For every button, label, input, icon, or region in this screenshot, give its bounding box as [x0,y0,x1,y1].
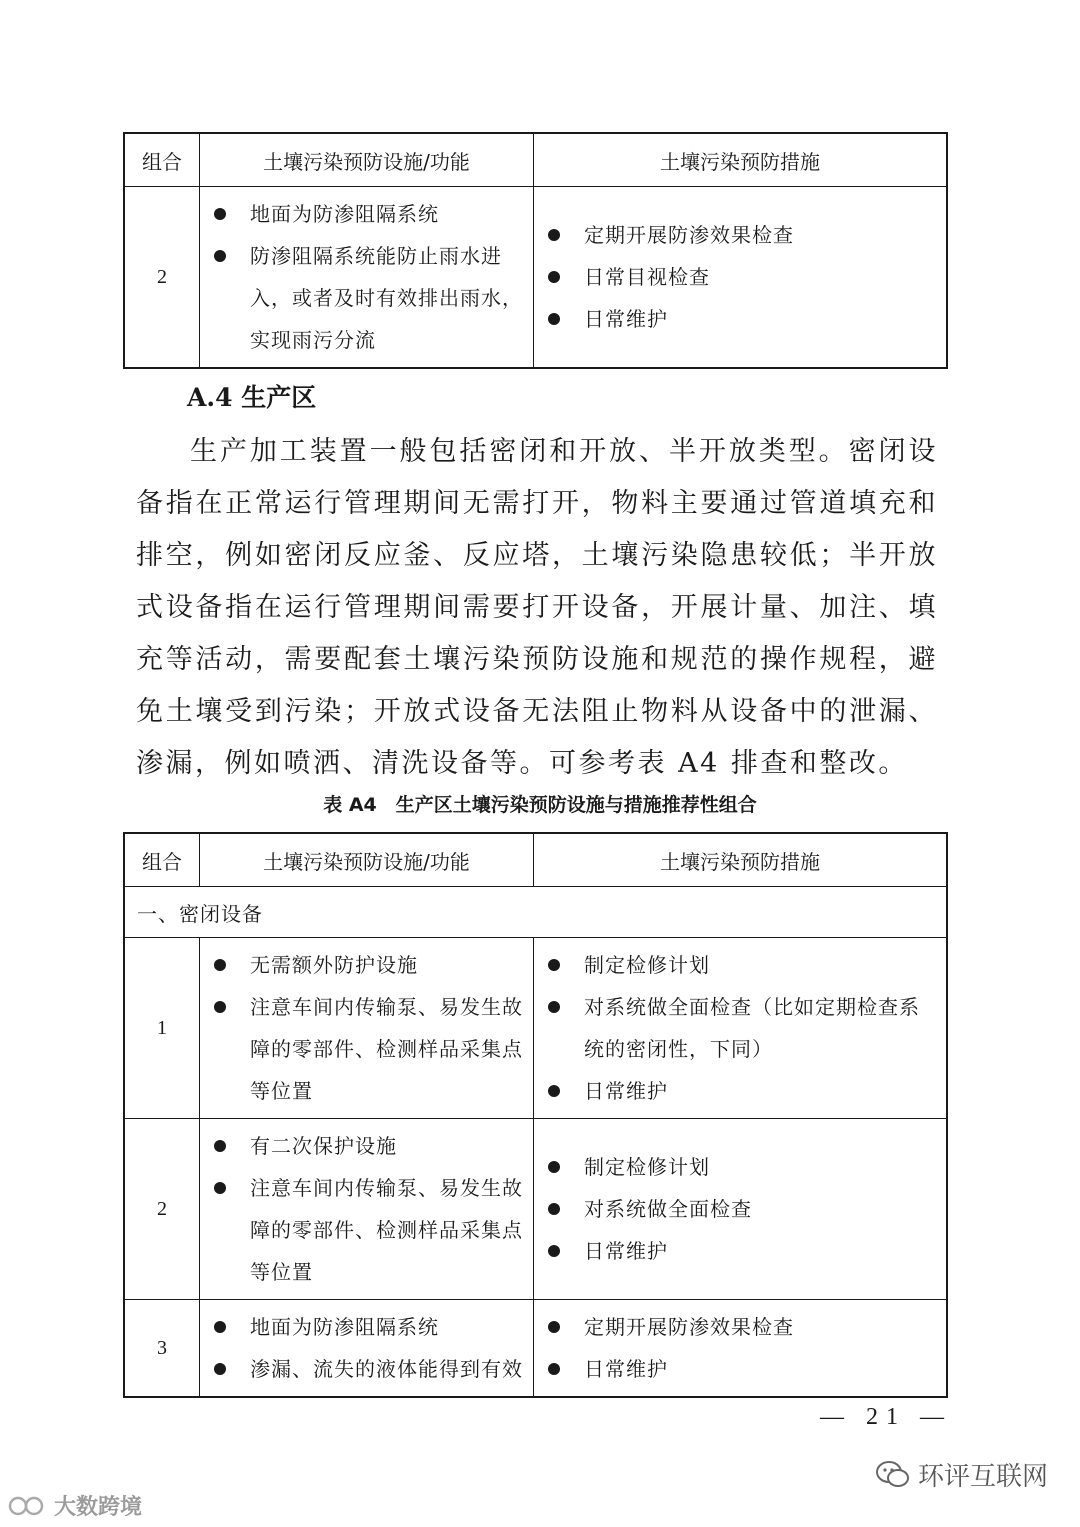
group-number: 3 [124,1300,200,1398]
table-header-row [124,133,947,187]
table-row [124,1119,947,1300]
header-group: 组合 [124,833,200,887]
measure-item: 日常维护 [548,1348,936,1390]
brand-logo-icon [8,1494,48,1518]
measure-item: 对系统做全面检查（比如定期检查系统的密闭性，下同） [548,986,936,1070]
facility-item: 无需额外防护设施 [214,944,523,986]
header-measures: 土壤污染预防措施 [534,833,948,887]
facility-item: 地面为防渗阻隔系统 [214,1306,523,1348]
measures-cell [534,1119,948,1300]
header-measures: 土壤污染预防措施 [534,133,948,187]
facilities-cell [200,1300,534,1398]
facility-item: 注意车间内传输泵、易发生故障的零部件、检测样品采集点等位置 [214,1167,523,1293]
section-paragraph: 生产加工装置一般包括密闭和开放、半开放类型。密闭设备指在正常运行管理期间无需打开，物料主要通过管道填充和排空，例如密闭反应釜、反应塔，土壤污染隐患较低；半开放式设备指在运行管理期间需要打开设备，开展计量、加注、填充等活动，需要配套土壤污染预防设施和规范的操作规程，避免土壤受到污染；开放式设备无法阻止物料从设备中的泄漏、渗漏，例如喷洒、清洗设备等。可参考表 A4 排查和整改。 [136,436,938,779]
measure-item: 制定检修计划 [548,944,936,986]
table-header-row [124,833,947,887]
table-section-row [124,887,947,938]
facilities-cell [200,938,534,1119]
measure-item: 日常维护 [548,1230,936,1272]
facility-item: 防渗阻隔系统能防止雨水进入，或者及时有效排出雨水，实现雨污分流 [214,235,523,361]
group-number: 2 [124,187,200,369]
measure-item: 日常维护 [548,298,936,340]
wechat-icon [876,1460,910,1490]
group-number: 1 [124,938,200,1119]
group-number: 2 [124,1119,200,1300]
facility-item: 渗漏、流失的液体能得到有效 [214,1348,523,1390]
watermark-right-text: 环评互联网 [917,1462,1048,1492]
table-caption: 表 A4 生产区土壤污染预防设施与措施推荐性组合 [323,794,757,816]
table-row [124,938,947,1119]
measures-cell [534,1300,948,1398]
measure-item: 制定检修计划 [548,1146,936,1188]
table-row [124,187,947,369]
facilities-cell [200,187,534,369]
facility-item: 有二次保护设施 [214,1125,523,1167]
header-group: 组合 [124,133,200,187]
measure-item: 日常目视检查 [548,256,936,298]
measures-cell [534,187,948,369]
facilities-cell [200,1119,534,1300]
measures-cell [534,938,948,1119]
page-number: — 21 — [820,1404,952,1430]
table-a4 [123,832,948,1398]
header-facilities: 土壤污染预防设施/功能 [200,833,534,887]
section-heading: A.4 生产区 [187,383,317,412]
watermark-right [876,1456,1048,1493]
table-row [124,1300,947,1398]
watermark-left-text: 大数跨境 [54,1495,143,1520]
facility-item: 地面为防渗阻隔系统 [214,193,523,235]
table-top-continued [123,132,948,369]
watermark-left [8,1490,142,1521]
header-facilities: 土壤污染预防设施/功能 [200,133,534,187]
measure-item: 对系统做全面检查 [548,1188,936,1230]
measure-item: 定期开展防渗效果检查 [548,214,936,256]
facility-item: 注意车间内传输泵、易发生故障的零部件、检测样品采集点等位置 [214,986,523,1112]
section-label: 一、密闭设备 [124,887,947,938]
measure-item: 定期开展防渗效果检查 [548,1306,936,1348]
measure-item: 日常维护 [548,1070,936,1112]
